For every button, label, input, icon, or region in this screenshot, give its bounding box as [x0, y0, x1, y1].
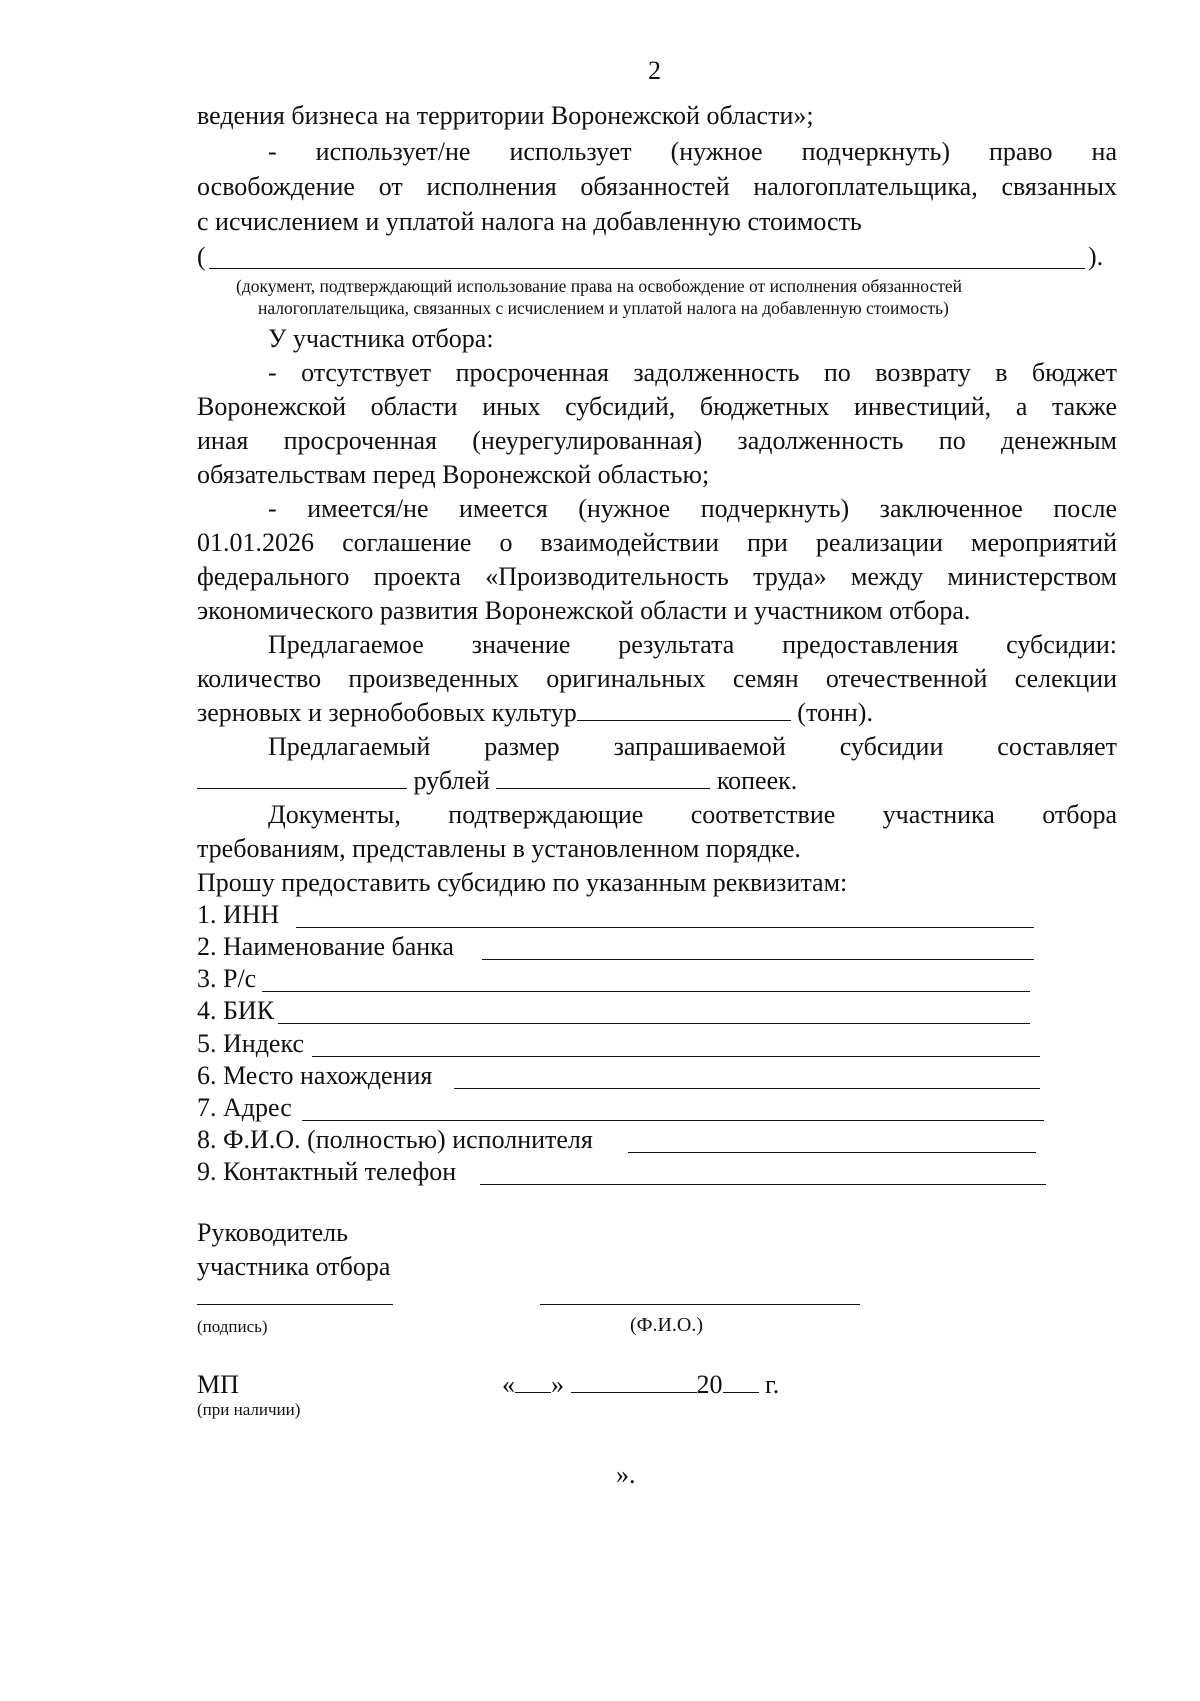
text-line [197, 764, 1117, 798]
stamp-label: МП [197, 1370, 239, 1399]
requisite-bik: 4. БИК [197, 996, 275, 1025]
requisite-blank [482, 959, 1034, 960]
text-line: У участника отбора: [268, 324, 494, 353]
text-line: Прошу предоставить субсидию по указанным реквизитам: [197, 868, 848, 897]
year-blank [723, 1372, 759, 1393]
document-blank [209, 268, 1085, 269]
note-line: (документ, подтверждающий использование права на освобождение от исполнения обязанностей [236, 276, 963, 296]
name-caption: (Ф.И.О.) [630, 1314, 704, 1336]
requisite-blank [302, 1120, 1044, 1121]
requisite-account: 3. Р/с [197, 964, 257, 993]
name-line [540, 1304, 860, 1305]
text-line: обязательствам перед Воронежской областью; [197, 460, 710, 489]
text-line: - использует/не использует (нужное подчеркнуть) право на [268, 137, 1117, 166]
text-segment: (тонн). [790, 698, 873, 727]
date-line [502, 1370, 779, 1400]
requisite-phone: 9. Контактный телефон [197, 1157, 457, 1186]
date-suffix: г. [765, 1370, 780, 1399]
text-line: с исчислением и уплатой налога на добавленную стоимость [197, 207, 862, 236]
closing-quote: ». [616, 1460, 636, 1489]
requisite-address: 7. Адрес [197, 1093, 292, 1122]
requisite-executor: 8. Ф.И.О. (полностью) исполнителя [197, 1125, 593, 1154]
note-line: налогоплательщика, связанных с исчислением и уплатой налога на добавленную стоимость) [258, 298, 949, 318]
text-line: Воронежской области иных субсидий, бюджетных инвестиций, а также [197, 392, 1117, 421]
requisite-blank [480, 1184, 1046, 1185]
date-year: 20 [696, 1370, 723, 1399]
day-blank [515, 1372, 551, 1393]
requisite-location: 6. Место нахождения [197, 1061, 433, 1090]
signature-line [197, 1304, 393, 1305]
text-segment: зерновых и зернобобовых культур [197, 698, 577, 727]
close-paren: ). [1088, 242, 1104, 271]
text-line: иная просроченная (неурегулированная) задолженность по денежным [197, 426, 1117, 455]
text-line: - отсутствует просроченная задолженность по возврату в бюджет [268, 358, 1117, 387]
text-line: освобождение от исполнения обязанностей налогоплательщика, связанных [197, 172, 1117, 201]
text-line: - имеется/не имеется (нужное подчеркнуть) заключенное после [268, 494, 1117, 523]
text-line: Предлагаемое значение результата предоставления субсидии: [268, 630, 1117, 659]
requisite-blank [312, 1056, 1040, 1057]
date-quote: » [551, 1370, 564, 1399]
text-segment: рублей [407, 766, 497, 795]
requisite-blank [262, 991, 1030, 992]
text-line: ведения бизнеса на территории Воронежской области»; [197, 101, 814, 130]
page-number: 2 [648, 56, 661, 85]
open-paren: ( [197, 242, 206, 271]
requisite-index: 5. Индекс [197, 1029, 304, 1058]
requisite-bank: 2. Наименование банка [197, 932, 454, 961]
text-line: Предлагаемый размер запрашиваемой субсидии составляет [268, 732, 1117, 761]
text-segment: копеек. [710, 766, 798, 795]
text-line: Документы, подтверждающие соответствие участника отбора [268, 800, 1117, 829]
text-line: требованиям, представлены в установленном порядке. [197, 834, 801, 863]
requisite-inn: 1. ИНН [197, 900, 280, 929]
requisite-blank [296, 927, 1034, 928]
requisite-blank [454, 1088, 1040, 1089]
date-quote: « [502, 1370, 515, 1399]
text-line [197, 696, 1117, 730]
head-title: Руководитель [197, 1218, 348, 1247]
text-line: количество произведенных оригинальных семян отечественной селекции [197, 664, 1117, 693]
text-line: 01.01.2026 соглашение о взаимодействии при реализации мероприятий [197, 528, 1117, 557]
head-title: участника отбора [197, 1252, 391, 1281]
rubles-blank [197, 768, 407, 789]
signature-caption: (подпись) [197, 1317, 268, 1336]
kopecks-blank [496, 768, 710, 789]
requisite-blank [628, 1152, 1036, 1153]
text-line: экономического развития Воронежской области и участником отбора. [197, 596, 971, 625]
stamp-note: (при наличии) [197, 1400, 301, 1419]
text-line: федерального проекта «Производительность труда» между министерством [197, 562, 1117, 591]
month-blank [571, 1372, 697, 1393]
tons-blank [577, 700, 791, 721]
requisite-blank [278, 1023, 1030, 1024]
